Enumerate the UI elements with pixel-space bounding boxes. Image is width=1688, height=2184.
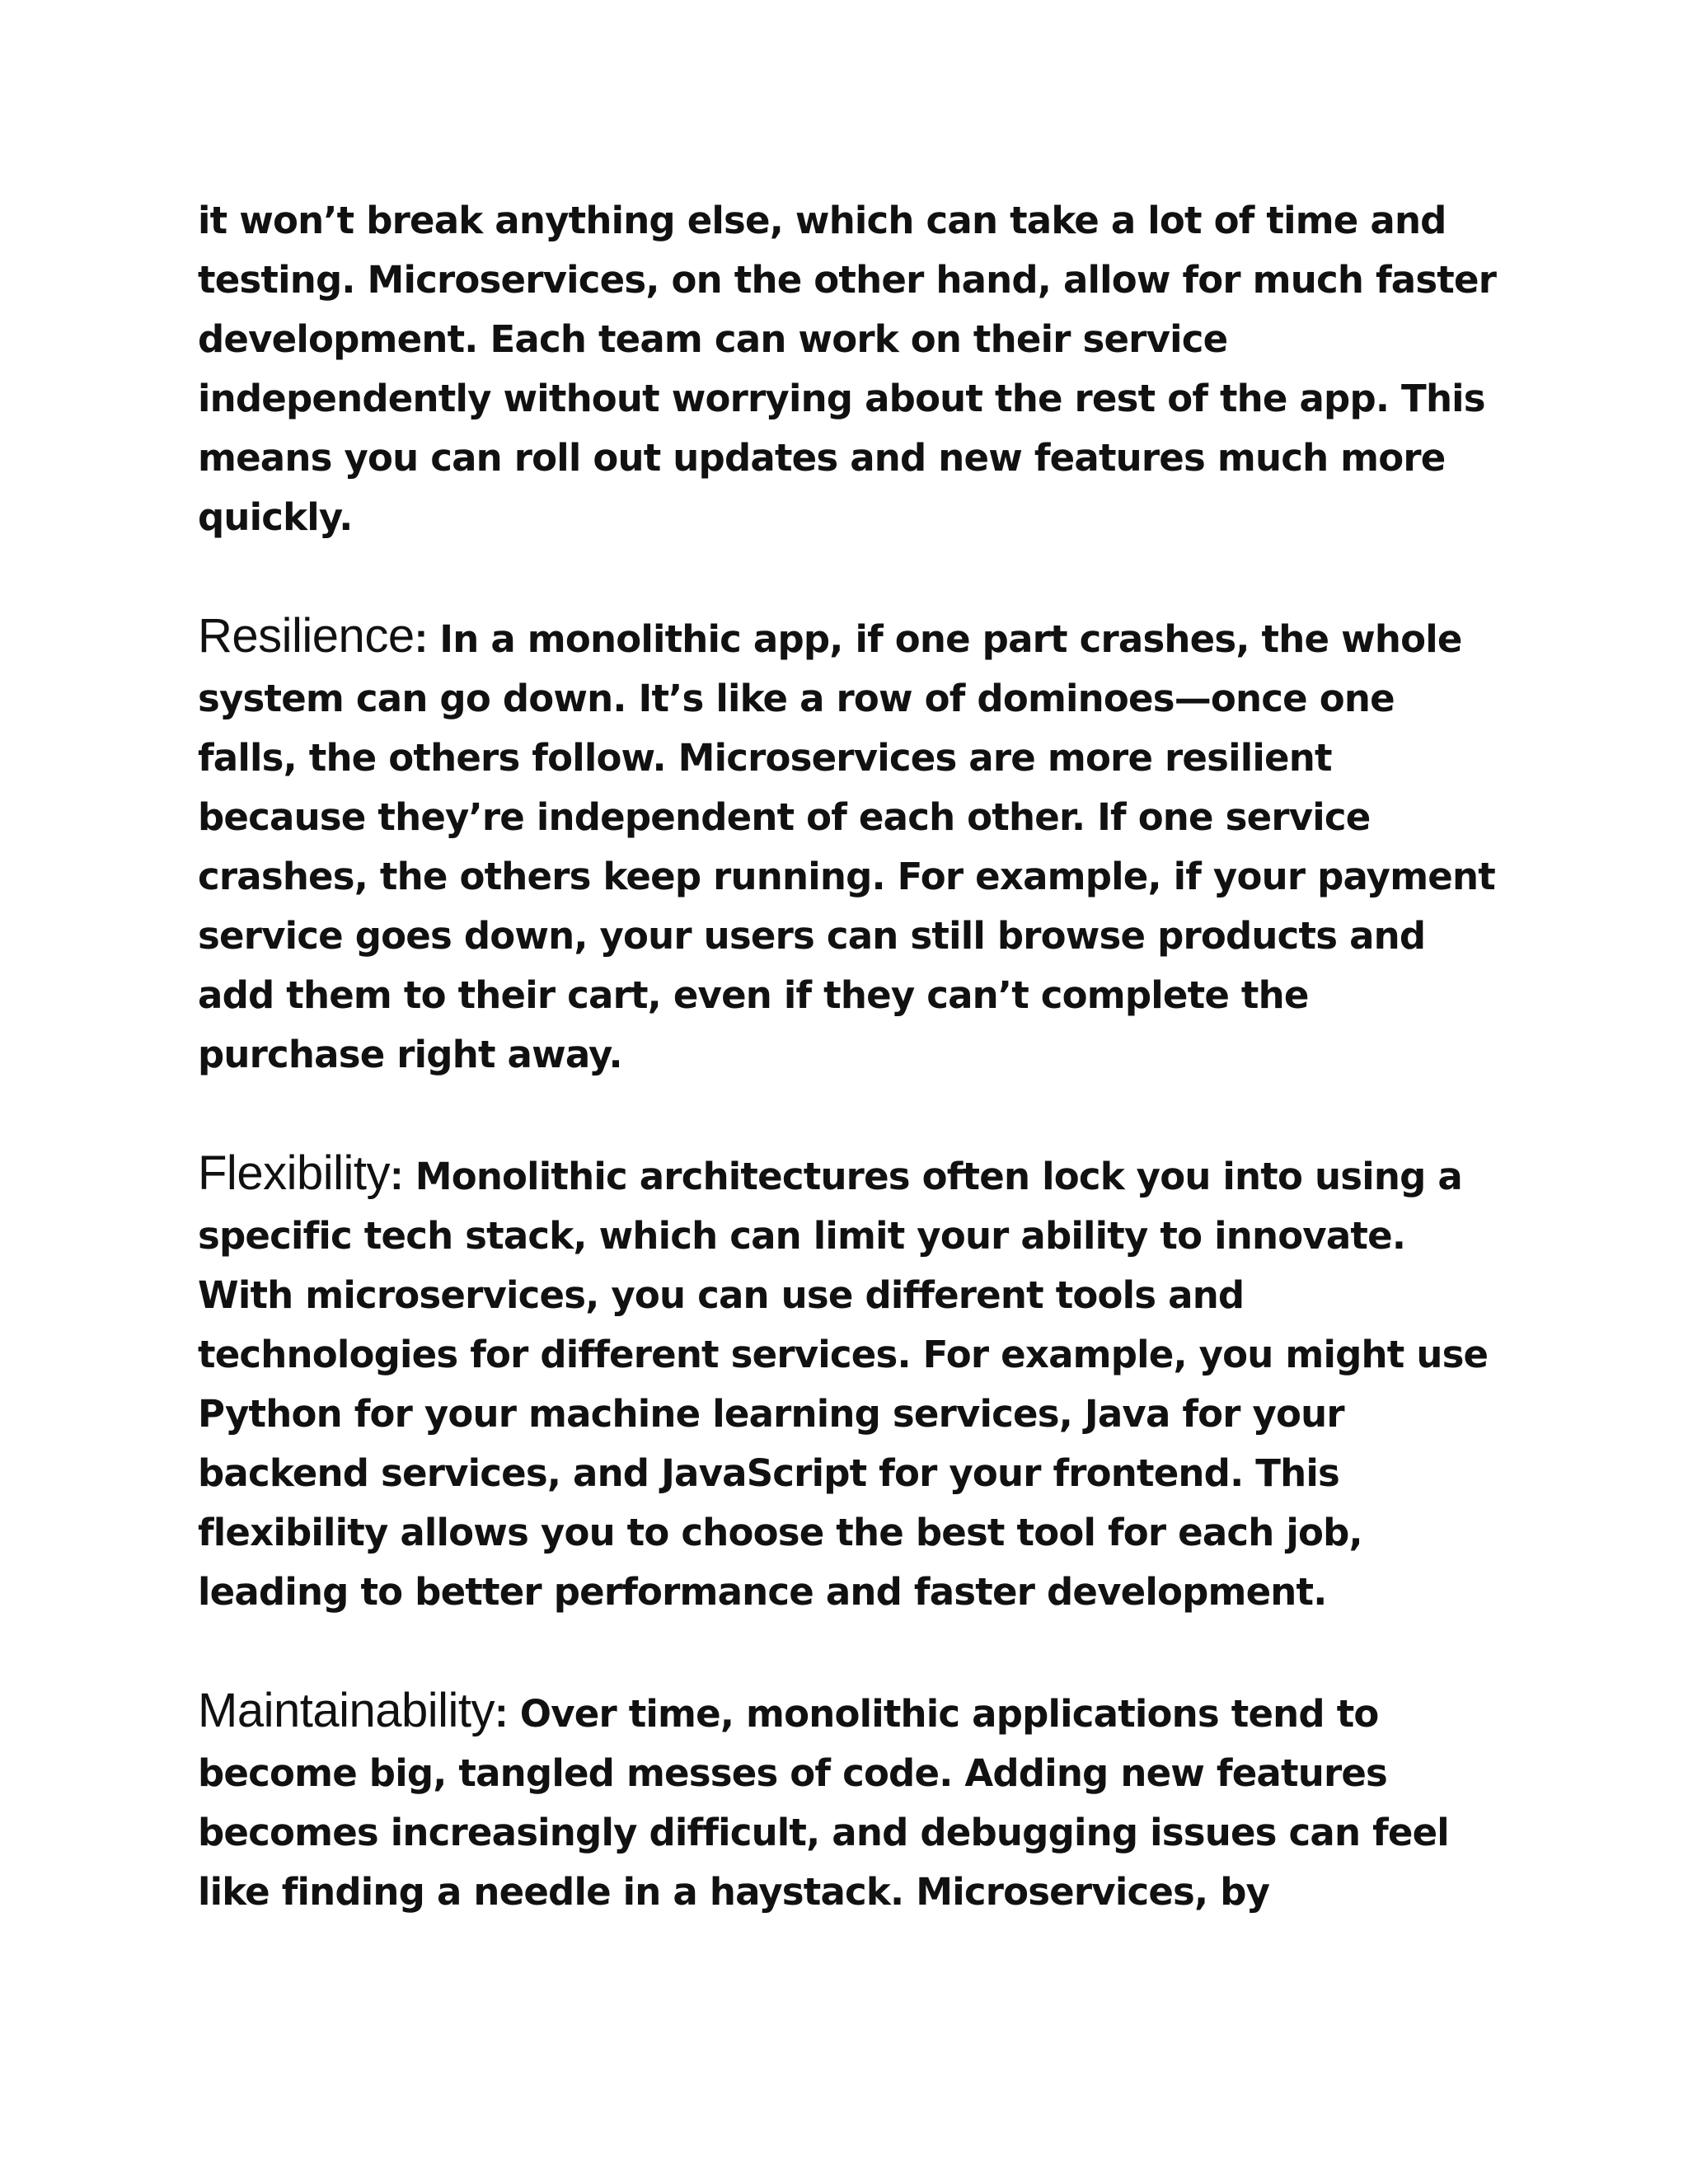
term-heading: Maintainability — [198, 1684, 495, 1737]
paragraph-development-speed — [198, 191, 1500, 547]
paragraph-resilience — [198, 607, 1500, 1085]
paragraph-maintainability — [198, 1681, 1500, 1922]
paragraph-text: Monolithic architectures often lock you into using a specific tech stack, which can limit your ability to innovate. With microservices, you can use different tools and technologies for different services. For example, you might use Python for your machine learning services, Java for your backend services, and JavaScript for your frontend. This flexibility allows you to choose the best tool for each job, leading to better performance and faster development. — [198, 1155, 1489, 1614]
term-heading: Resilience — [198, 609, 415, 663]
paragraph-text: Over time, monolithic applications tend to become big, tangled messes of code. Adding new features becomes increasingly difficult, and debugging issues can feel like finding a needle in a haystack. Microservices, by — [198, 1692, 1449, 1914]
paragraph-text: In a monolithic app, if one part crashes, the whole system can go down. It’s like a row of dominoes—once one falls, the others follow. Microservices are more resilient because they’re independent of each other. If one service crashes, the others keep running. For example, if your payment service goes down, your users can still browse products and add them to their cart, even if they can’t complete the purchase right away. — [198, 617, 1495, 1076]
term-colon: : — [390, 1152, 403, 1198]
paragraph-flexibility — [198, 1144, 1500, 1622]
body-text — [198, 191, 1500, 1922]
paragraph-text: it won’t break anything else, which can take a lot of time and testing. Microservices, on the other hand, allow for much faster development. Each team can work on their service independently without worrying about the rest of the app. This means you can roll out updates and new features much more quickly. — [198, 199, 1497, 539]
term-colon: : — [414, 615, 428, 661]
term-colon: : — [495, 1690, 508, 1736]
term-heading: Flexibility — [198, 1146, 390, 1200]
